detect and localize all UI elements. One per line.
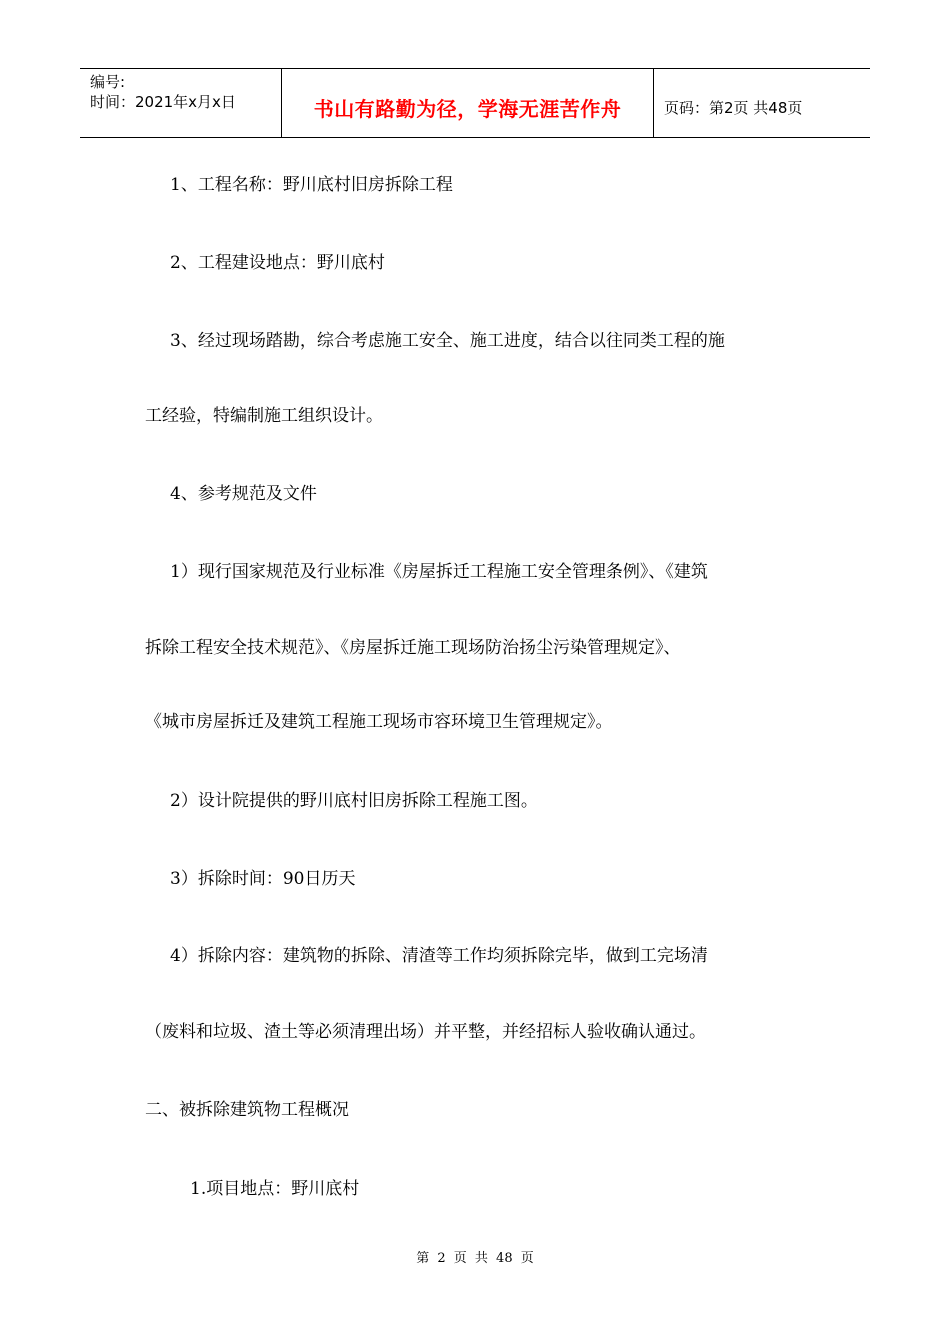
paragraph-line: 1）现行国家规范及行业标准《房屋拆迁工程施工安全管理条例》、《建筑 xyxy=(170,562,708,582)
page-number-label: 页码：第2页 共48页 xyxy=(664,98,803,117)
paragraph-line: （废料和垃圾、渣土等必须清理出场）并平整，并经招标人验收确认通过。 xyxy=(145,1022,706,1042)
header-meta xyxy=(80,69,282,137)
header-motto-cell xyxy=(282,69,654,137)
section-heading: 二、被拆除建筑物工程概况 xyxy=(145,1100,349,1120)
header-page-cell xyxy=(654,69,870,137)
serial-number-label: 编号: xyxy=(90,73,126,91)
paragraph-line: 3）拆除时间：90日历天 xyxy=(170,869,356,889)
paragraph-line: 4）拆除内容：建筑物的拆除、清渣等工作均须拆除完毕，做到工完场清 xyxy=(170,946,708,966)
time-label: 时间：2021年x月x日 xyxy=(90,93,236,111)
paragraph-line: 3、经过现场踏勘，综合考虑施工安全、施工进度，结合以往同类工程的施 xyxy=(170,331,725,351)
paragraph-line: 工经验，特编制施工组织设计。 xyxy=(145,406,383,426)
paragraph-line: 拆除工程安全技术规范》、《房屋拆迁施工现场防治扬尘污染管理规定》、 xyxy=(145,638,681,658)
paragraph-line: 《城市房屋拆迁及建筑工程施工现场市容环境卫生管理规定》。 xyxy=(145,712,613,732)
paragraph-line: 1、工程名称：野川底村旧房拆除工程 xyxy=(170,175,453,195)
paragraph-line: 4、参考规范及文件 xyxy=(170,484,317,504)
paragraph-line: 1.项目地点：野川底村 xyxy=(190,1179,360,1199)
motto-text: 书山有路勤为径，学海无涯苦作舟 xyxy=(313,96,622,121)
page-header xyxy=(80,68,870,138)
paragraph-line: 2、工程建设地点：野川底村 xyxy=(170,253,385,273)
page-footer: 第 2 页 共 48 页 xyxy=(416,1251,534,1266)
paragraph-line: 2）设计院提供的野川底村旧房拆除工程施工图。 xyxy=(170,791,538,811)
